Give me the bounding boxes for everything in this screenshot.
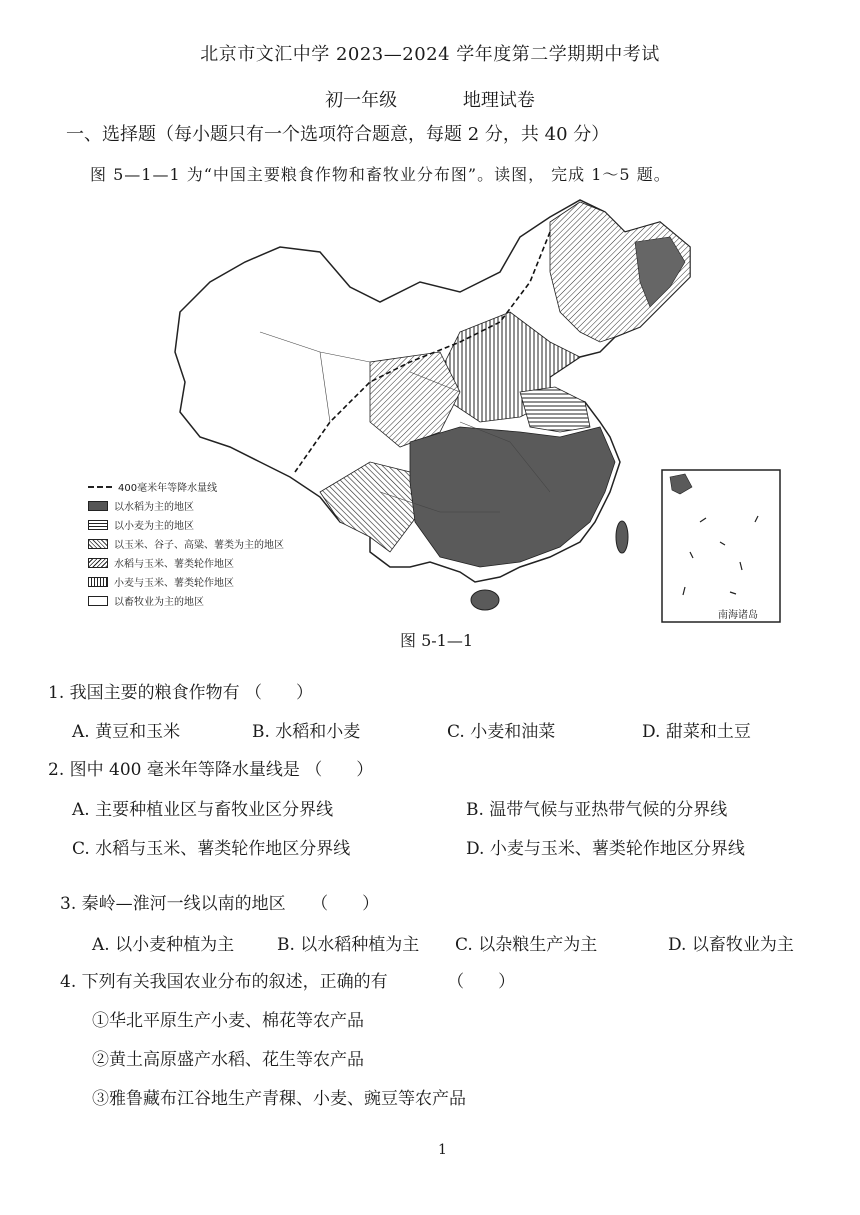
question-2-option-a: A. 主要种植业区与畜牧业区分界线: [72, 800, 334, 820]
grade-label: 初一年级: [325, 90, 398, 111]
question-3-option-c: C. 以杂粮生产为主: [455, 935, 598, 955]
question-1-option-c: C. 小麦和油菜: [447, 722, 556, 742]
inset-label: 南海诸岛: [718, 610, 758, 621]
exam-title: 北京市文汇中学 2023—2024 学年度第二学期期中考试: [200, 44, 660, 65]
question-1-stem: 1. 我国主要的粮食作物有 （ ）: [48, 683, 314, 703]
exam-subtitle: [0, 86, 860, 112]
question-1-option-b: B. 水稻和小麦: [252, 722, 361, 742]
question-4-statement-1: ①华北平原生产小麦、棉花等农产品: [92, 1011, 364, 1031]
question-3-option-a: A. 以小麦种植为主: [92, 935, 235, 955]
question-2-option-b: B. 温带气候与亚热带气候的分界线: [466, 800, 728, 820]
legend-item-rice-corn: 水稻与玉米、薯类轮作地区: [88, 553, 284, 572]
taiwan-island: [616, 521, 628, 553]
question-1-option-d: D. 甜菜和土豆: [642, 722, 751, 742]
question-4-stem: 4. 下列有关我国农业分布的叙述，正确的有 （ ）: [60, 972, 516, 992]
region-south-rice: [410, 427, 615, 567]
question-1-option-a: A. 黄豆和玉米: [72, 722, 181, 742]
legend-item-rice: 以水稻为主的地区: [88, 496, 284, 515]
region-wheat: [520, 387, 590, 432]
question-4-statement-2: ②黄土高原盛产水稻、花生等农产品: [92, 1050, 364, 1070]
legend-item-pasture: 以畜牧业为主的地区: [88, 591, 284, 610]
legend-item-wheat: 以小麦为主的地区: [88, 515, 284, 534]
question-3-option-b: B. 以水稻种植为主: [277, 935, 420, 955]
question-2-stem: 2. 图中 400 毫米年等降水量线是 （ ）: [48, 760, 374, 780]
question-3-option-d: D. 以畜牧业为主: [668, 935, 794, 955]
page-number: 1: [438, 1142, 447, 1158]
legend-item-isohyet: 400毫米年等降水量线: [88, 477, 284, 496]
question-2-option-c: C. 水稻与玉米、薯类轮作地区分界线: [72, 839, 351, 859]
section-heading: 一、选择题（每小题只有一个选项符合题意，每题 2 分，共 40 分）: [66, 124, 610, 145]
subject-label: 地理试卷: [462, 90, 535, 111]
question-2-option-d: D. 小麦与玉米、薯类轮作地区分界线: [466, 839, 745, 859]
map-intro-text: 图 5—1—1 为“中国主要粮食作物和畜牧业分布图”。读图， 完成 1～5 题。: [90, 165, 671, 184]
question-4-statement-3: ③雅鲁藏布江谷地生产青稞、小麦、豌豆等农产品: [92, 1089, 466, 1109]
question-3-stem: 3. 秦岭—淮河一线以南的地区 （ ）: [60, 894, 380, 914]
hainan-island: [471, 590, 499, 610]
map-caption: 图 5-1—1: [400, 631, 474, 650]
legend-item-corn: 以玉米、谷子、高粱、薯类为主的地区: [88, 534, 284, 553]
legend-item-wheat-corn: 小麦与玉米、薯类轮作地区: [88, 572, 284, 591]
map-legend: [88, 477, 284, 610]
china-agriculture-map: [80, 192, 790, 632]
